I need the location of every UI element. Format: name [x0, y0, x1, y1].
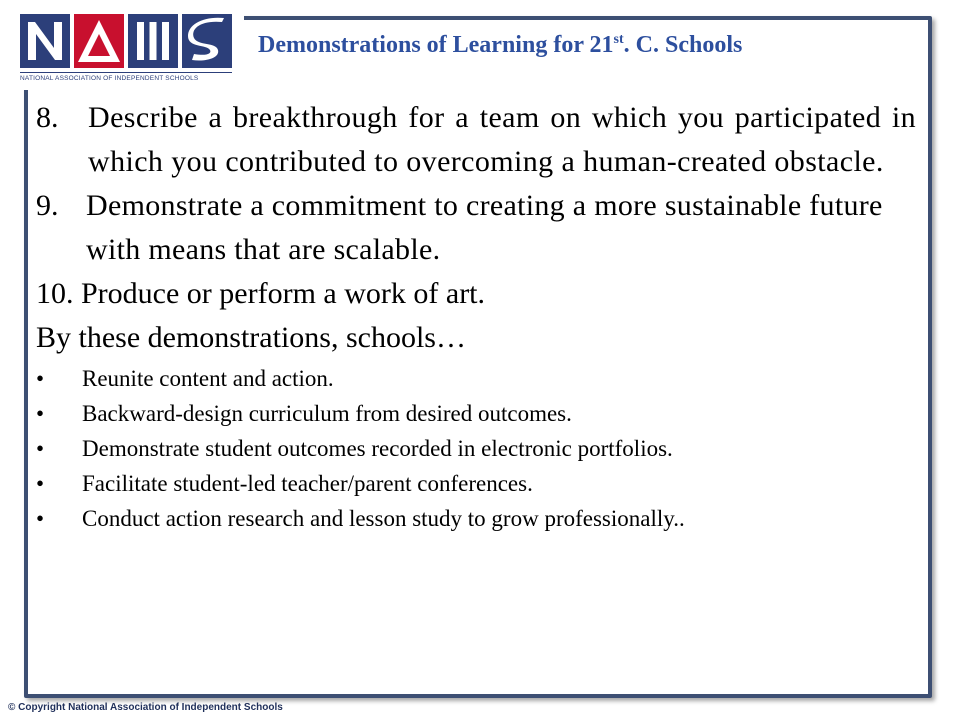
bullet-icon: • — [36, 366, 45, 391]
lead-in-text: By these demonstrations, schools… — [36, 321, 466, 354]
bullet-item — [36, 362, 916, 395]
logo-blocks — [20, 14, 232, 68]
bullet-text: Demonstrate student outcomes recorded in electronic portfolios. — [82, 436, 673, 461]
logo-i-block — [128, 14, 178, 68]
item-text: Demonstrate a commitment to creating a more sustainable future with means that are scalable. — [86, 189, 883, 266]
bullet-text: Facilitate student-led teacher/parent conferences. — [82, 471, 533, 496]
bullet-item — [36, 432, 916, 465]
bullet-item — [36, 502, 916, 535]
item-number: 8. — [36, 101, 59, 134]
title-superscript: st — [613, 32, 624, 47]
numbered-item-8 — [36, 96, 916, 184]
bullet-item — [36, 397, 916, 430]
bullet-icon: • — [36, 471, 45, 496]
slide-content — [36, 96, 916, 535]
logo-s-block — [182, 14, 232, 68]
logo-n-block — [20, 14, 70, 68]
slide-title — [258, 32, 742, 59]
title-main: Demonstrations of Learning for 21 — [258, 32, 614, 58]
item-text: Describe a breakthrough for a team on which you participated in which you contributed to overcoming a human-created obstacle. — [88, 101, 916, 178]
bullet-text: Backward-design curriculum from desired outcomes. — [82, 401, 572, 426]
title-tail: . C. Schools — [623, 32, 743, 58]
bullet-icon: • — [36, 506, 45, 531]
numbered-item-10: 10. Produce or perform a work of art. — [36, 277, 486, 310]
bullet-list — [36, 362, 916, 535]
numbered-item-9 — [36, 184, 916, 272]
copyright-footer: © Copyright National Association of Independent Schools — [8, 702, 283, 713]
bullet-item — [36, 467, 916, 500]
bullet-icon: • — [36, 436, 45, 461]
bullet-text: Conduct action research and lesson study to grow professionally.. — [82, 506, 685, 531]
logo-caption: NATIONAL ASSOCIATION OF INDEPENDENT SCHOOLS — [20, 72, 232, 82]
item-number: 9. — [36, 189, 59, 222]
nais-logo — [12, 8, 244, 90]
bullet-icon: • — [36, 401, 45, 426]
bullet-text: Reunite content and action. — [82, 366, 334, 391]
logo-a-block — [74, 14, 124, 68]
